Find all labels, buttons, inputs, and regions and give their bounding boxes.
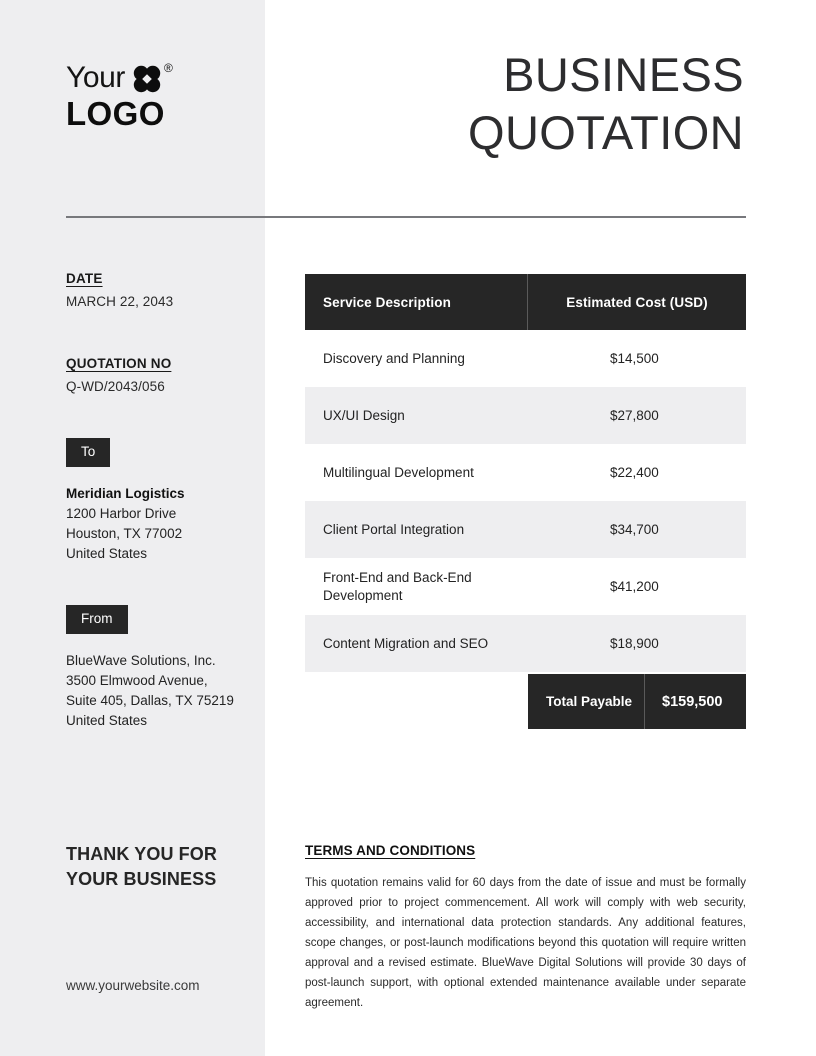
- sender-name: BlueWave Solutions, Inc.: [66, 653, 216, 668]
- date-block: [66, 271, 173, 309]
- total-payable-bar: [528, 674, 746, 729]
- thank-you-message: [66, 842, 246, 892]
- logo-word-logo: LOGO: [66, 95, 165, 132]
- terms-body: This quotation remains valid for 60 days from the date of issue and must be formally approved prior to project commencement. All work will comply with web security, accessibility, and international data protection standards. Any additional features, scope changes, or post-launch modifications beyond this quotation will require written approval and a revised estimate. BlueWave Digital Solutions will provide 30 days of post-launch support, with optional extended maintenance available under separate agreement.: [305, 877, 746, 1009]
- table-row: [305, 330, 746, 387]
- cell-service: UX/UI Design: [323, 407, 405, 423]
- thank-you-line-1: THANK YOU FOR: [66, 844, 217, 864]
- table-row: [305, 444, 746, 501]
- table-row: [305, 558, 746, 615]
- terms-and-conditions: [305, 843, 746, 1013]
- website-link[interactable]: www.yourwebsite.com: [66, 978, 200, 993]
- cell-cost: $14,500: [610, 351, 659, 366]
- sender-line-2: Suite 405, Dallas, TX 75219: [66, 693, 234, 708]
- recipient-block: [66, 438, 185, 564]
- cell-cost: $27,800: [610, 408, 659, 423]
- sender-address: [66, 651, 234, 731]
- cell-cost: $34,700: [610, 522, 659, 537]
- column-header-service: Service Description: [323, 294, 451, 310]
- total-payable-label: Total Payable: [546, 694, 633, 709]
- sender-badge: From: [66, 605, 128, 634]
- services-table: [305, 274, 746, 672]
- sender-block: [66, 605, 234, 731]
- title-line-1: BUSINESS: [503, 48, 744, 101]
- terms-title: TERMS AND CONDITIONS: [305, 843, 476, 858]
- logo-top-row: [66, 62, 246, 96]
- quotation-no-block: [66, 356, 171, 394]
- recipient-line-3: United States: [66, 546, 148, 561]
- quotation-no-value: Q-WD/2043/056: [66, 379, 165, 394]
- title-line-2: QUOTATION: [467, 106, 744, 159]
- cell-cost: $41,200: [610, 579, 659, 594]
- table-row: [305, 387, 746, 444]
- table-header-row: [305, 274, 746, 330]
- cell-service: Discovery and Planning: [323, 350, 465, 366]
- recipient-name: Meridian Logistics: [66, 486, 185, 501]
- thank-you-line-2: YOUR BUSINESS: [66, 869, 217, 889]
- date-value: MARCH 22, 2043: [66, 294, 174, 309]
- table-row: [305, 615, 746, 672]
- company-logo: [66, 62, 246, 131]
- clover-flower-icon: [132, 64, 162, 94]
- recipient-line-1: 1200 Harbor Drive: [66, 506, 177, 521]
- registered-trademark-icon: ®: [164, 61, 173, 75]
- recipient-badge: To: [66, 438, 110, 467]
- logo-word-your: Your: [66, 61, 126, 94]
- recipient-address: [66, 484, 185, 564]
- column-header-cost: Estimated Cost (USD): [566, 294, 708, 310]
- sender-line-1: 3500 Elmwood Avenue,: [66, 673, 208, 688]
- sender-line-3: United States: [66, 713, 148, 728]
- cell-service: Client Portal Integration: [323, 521, 465, 537]
- cell-service: Multilingual Development: [323, 464, 474, 480]
- quotation-no-label: QUOTATION NO: [66, 356, 172, 371]
- date-label: DATE: [66, 271, 103, 286]
- header-divider: [66, 216, 746, 218]
- page-title: [284, 46, 744, 162]
- cell-service: Front-End and Back-End Development: [323, 569, 472, 603]
- cell-cost: $22,400: [610, 465, 659, 480]
- cell-cost: $18,900: [610, 636, 659, 651]
- total-payable-value: $159,500: [662, 693, 723, 710]
- recipient-line-2: Houston, TX 77002: [66, 526, 183, 541]
- table-row: [305, 501, 746, 558]
- cell-service: Content Migration and SEO: [323, 635, 489, 651]
